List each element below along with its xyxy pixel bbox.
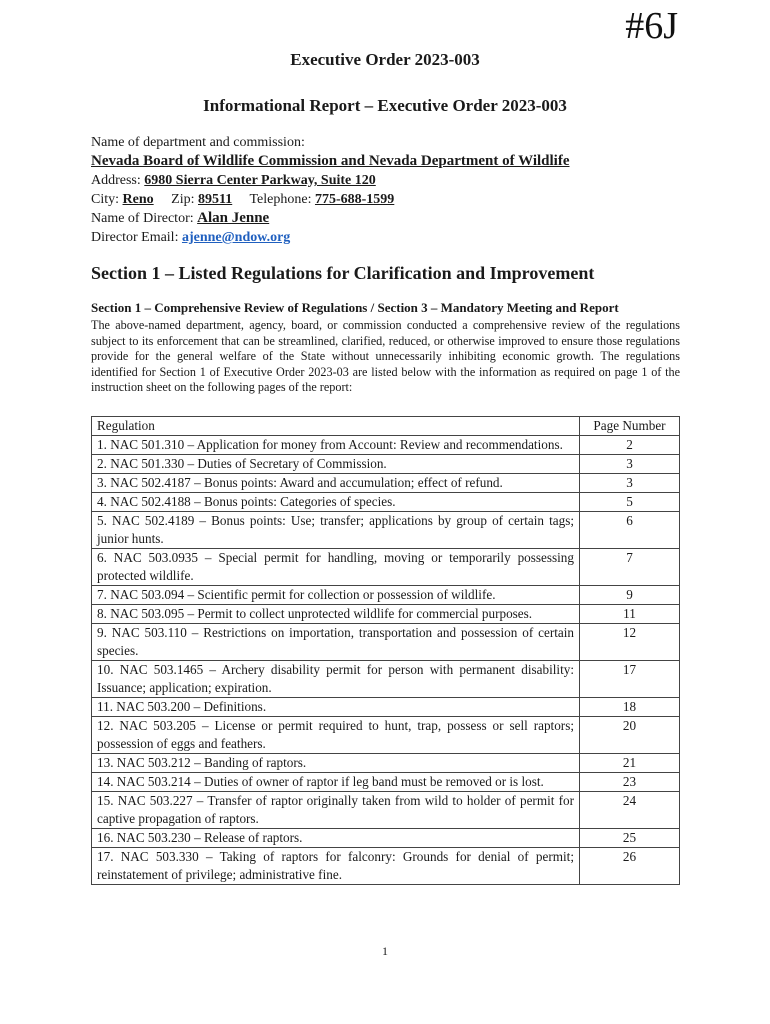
regulation-cell: 2. NAC 501.330 – Duties of Secretary of Commission. <box>92 455 580 474</box>
regulation-cell: 15. NAC 503.227 – Transfer of raptor originally taken from wild to holder of permit for captive propagation of raptors. <box>92 792 580 829</box>
document-subtitle: Informational Report – Executive Order 2023-003 <box>203 96 567 115</box>
regulation-cell: 12. NAC 503.205 – License or permit required to hunt, trap, possess or sell raptors; possession of eggs and feathers. <box>92 717 580 754</box>
regulation-cell: 3. NAC 502.4187 – Bonus points: Award and accumulation; effect of refund. <box>92 474 580 493</box>
email-row <box>91 228 691 247</box>
table-row <box>92 586 680 605</box>
table-row <box>92 661 680 698</box>
director-label: Name of Director: <box>91 211 194 226</box>
regulation-cell: 8. NAC 503.095 – Permit to collect unprotected wildlife for commercial purposes. <box>92 605 580 624</box>
director-email-link[interactable]: ajenne@ndow.org <box>181 230 291 245</box>
regulation-cell: 13. NAC 503.212 – Banding of raptors. <box>92 754 580 773</box>
table-row <box>92 549 680 586</box>
zip-label: Zip: <box>171 192 195 207</box>
page-number-cell: 3 <box>580 474 680 493</box>
page-number-cell: 7 <box>580 549 680 586</box>
section-subheading: Section 1 – Comprehensive Review of Regulations / Section 3 – Mandatory Meeting and Report <box>91 300 619 315</box>
department-name-label: Name of department and commission: <box>91 135 305 150</box>
table-row <box>92 455 680 474</box>
regulation-cell: 5. NAC 502.4189 – Bonus points: Use; transfer; applications by group of certain tags; junior hunts. <box>92 512 580 549</box>
address-label: Address: <box>91 173 141 188</box>
table-row <box>92 698 680 717</box>
city-zip-phone-row <box>91 190 691 209</box>
phone-label: Telephone: <box>249 192 312 207</box>
page-number-cell: 5 <box>580 493 680 512</box>
page-number-column-header: Page Number <box>580 417 680 436</box>
page-number-cell: 26 <box>580 848 680 885</box>
regulation-cell: 7. NAC 503.094 – Scientific permit for collection or possession of wildlife. <box>92 586 580 605</box>
regulation-column-header: Regulation <box>92 417 580 436</box>
table-row <box>92 624 680 661</box>
table-row <box>92 436 680 455</box>
page-number-cell: 18 <box>580 698 680 717</box>
regulation-cell: 17. NAC 503.330 – Taking of raptors for falconry: Grounds for denial of permit; reinstatement of privilege; administrative fine. <box>92 848 580 885</box>
regulation-cell: 4. NAC 502.4188 – Bonus points: Categories of species. <box>92 493 580 512</box>
page-number-cell: 21 <box>580 754 680 773</box>
page-number-cell: 23 <box>580 773 680 792</box>
zip-value: 89511 <box>197 192 233 207</box>
regulation-cell: 14. NAC 503.214 – Duties of owner of raptor if leg band must be removed or is lost. <box>92 773 580 792</box>
page-number-cell: 2 <box>580 436 680 455</box>
page-number-cell: 24 <box>580 792 680 829</box>
director-row <box>91 209 691 228</box>
table-row <box>92 512 680 549</box>
document-title: Executive Order 2023-003 <box>290 50 480 69</box>
regulations-table <box>91 416 680 885</box>
section-heading: Section 1 – Listed Regulations for Clarification and Improvement <box>91 263 595 283</box>
document-tag: #6J <box>625 5 678 47</box>
page-number-cell: 20 <box>580 717 680 754</box>
page-number-cell: 25 <box>580 829 680 848</box>
regulation-cell: 1. NAC 501.310 – Application for money from Account: Review and recommendations. <box>92 436 580 455</box>
address-value: 6980 Sierra Center Parkway, Suite 120 <box>144 173 376 188</box>
table-row <box>92 474 680 493</box>
regulation-cell: 9. NAC 503.110 – Restrictions on importation, transportation and possession of certain species. <box>92 624 580 661</box>
department-name-value: Nevada Board of Wildlife Commission and Nevada Department of Wildlife <box>91 153 570 169</box>
page-number-cell: 17 <box>580 661 680 698</box>
address-row <box>91 171 691 190</box>
table-row <box>92 493 680 512</box>
regulation-cell: 10. NAC 503.1465 – Archery disability permit for person with permanent disability: Issuance; application; expiration. <box>92 661 580 698</box>
regulation-cell: 6. NAC 503.0935 – Special permit for handling, moving or temporarily possessing protected wildlife. <box>92 549 580 586</box>
email-label: Director Email: <box>91 230 179 245</box>
table-row <box>92 829 680 848</box>
table-header-row <box>92 417 680 436</box>
page-number: 1 <box>382 944 388 958</box>
page-number-cell: 12 <box>580 624 680 661</box>
regulation-cell: 11. NAC 503.200 – Definitions. <box>92 698 580 717</box>
table-row <box>92 717 680 754</box>
page-number-cell: 6 <box>580 512 680 549</box>
page-number-cell: 11 <box>580 605 680 624</box>
table-row <box>92 848 680 885</box>
table-row <box>92 605 680 624</box>
table-row <box>92 773 680 792</box>
city-value: Reno <box>122 192 154 207</box>
regulations-table-body <box>92 436 680 885</box>
regulation-cell: 16. NAC 503.230 – Release of raptors. <box>92 829 580 848</box>
table-row <box>92 754 680 773</box>
department-info <box>91 133 691 247</box>
page-number-cell: 9 <box>580 586 680 605</box>
section-paragraph: The above-named department, agency, board, or commission conducted a comprehensive review of the regulations subject to its enforcement that can be streamlined, clarified, reduced, or otherwise improved to ensure those regulations provide for the general welfare of the State without unnecessarily inhibiting economic growth. The regulations identified for Section 1 of Executive Order 2023-03 are listed below with the information as required on page 1 of the instruction sheet on the following pages of the report: <box>91 318 680 395</box>
table-row <box>92 792 680 829</box>
city-label: City: <box>91 192 120 207</box>
page-number-cell: 3 <box>580 455 680 474</box>
director-value: Alan Jenne <box>197 210 270 226</box>
phone-value: 775-688-1599 <box>314 192 395 207</box>
